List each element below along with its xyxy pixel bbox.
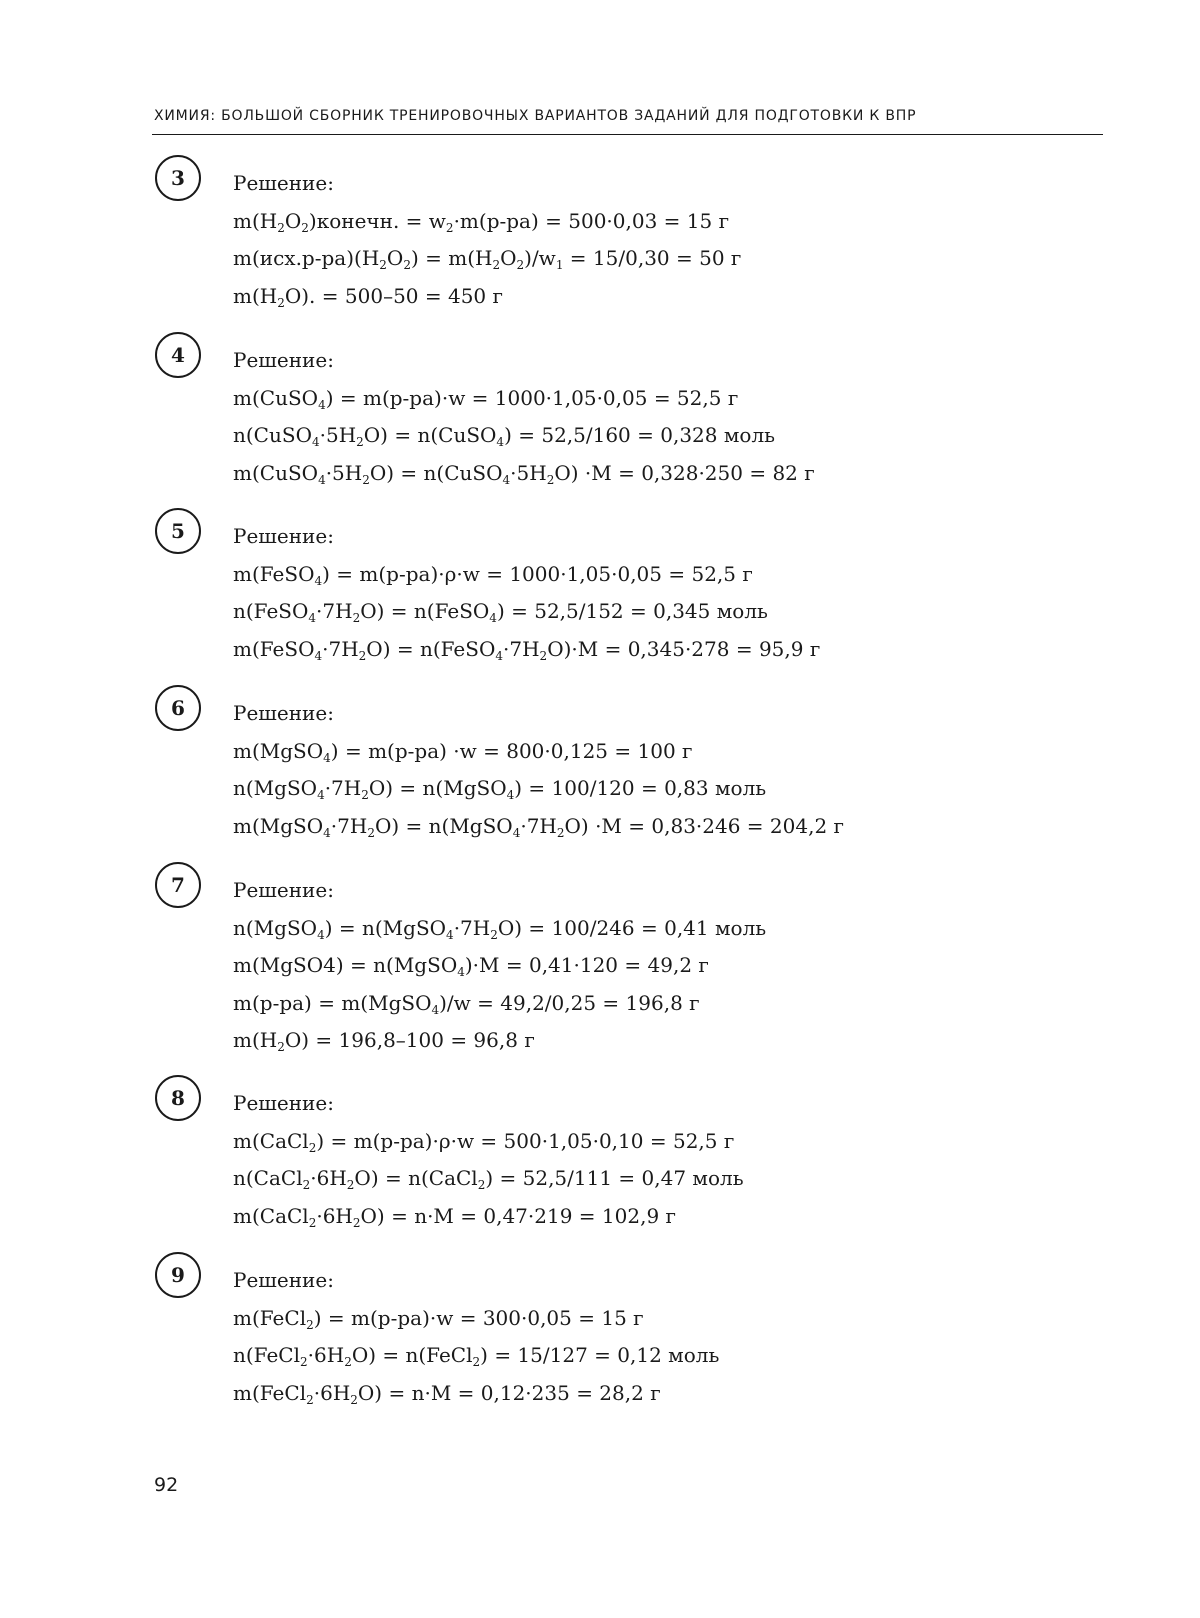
formula-line: $m(CaCl_2\cdot 6H_2O) = n\cdot M = 0,47\cdot 219 = 102,9$ г: [233, 1203, 677, 1230]
formula-line: m(р-ра) = m(MgSO$_4$)/w = 49,2/0,25 = 196,8 г: [233, 990, 700, 1017]
formula-line: n(MgSO$_4$) = $n(MgSO_4\cdot 7H_2O) = 100/246 = 0,41$ моль: [233, 915, 767, 942]
solution-heading: Решение:: [233, 524, 334, 548]
solution-lines: [233, 1085, 744, 1235]
solution-heading: Решение:: [233, 701, 334, 725]
formula-line: $m(исх.р-ра)(H_2O_2) = m(H_2O_2)/w_1 = 15/0,30 = 50$ г: [233, 246, 742, 272]
task-number-circle: 9: [155, 1252, 201, 1298]
solution-heading: Решение:: [233, 348, 334, 372]
task-number-circle: 5: [155, 508, 201, 554]
formula-line: $n(CuSO_4\cdot 5H_2O)$ = n(CuSO$_4$) = 52,5/160 = 0,328 моль: [233, 423, 776, 449]
formula-line: m(MgSO$_4$) = m(р-ра) ·w = 800·0,125 = 100 г: [233, 738, 693, 765]
solution-heading: Решение:: [233, 1091, 334, 1115]
formula-line: $m(FeSO_4\cdot 7H_2O)$ = $n(FeSO_4\cdot 7H_2O)\cdot M = 0,345\cdot 278 = 95,9$ г: [233, 636, 821, 663]
formula-line: $m(H_2O) = 196,8-100 = 96,8$ г: [233, 1028, 535, 1054]
formula-line: $n(CaCl_2\cdot 6H_2O)$ = n(CaCl$_2$) = 52,5/111 = 0,47 моль: [233, 1166, 744, 1192]
formula-line: $m(H_2O_2)конечн$. = $w_2\cdot m(р-ра) = 500\cdot 0,03 = 15$ г: [233, 208, 730, 235]
solution-heading: Решение:: [233, 1268, 334, 1292]
formula-line: $m(H_2O)$. = 500–50 = 450 г: [233, 283, 503, 310]
solution-lines: [233, 695, 844, 845]
header-rule: [152, 134, 1103, 135]
formula-line: m(MgSO4) = n(MgSO$_4$)·M = 0,41·120 = 49,2 г: [233, 953, 709, 979]
formula-line: $n(FeSO_4\cdot 7H_2O)$ = n(FeSO$_4$) = 52,5/152 = 0,345 моль: [233, 599, 768, 625]
solution-lines: [233, 518, 820, 668]
task-number-circle: 7: [155, 862, 201, 908]
formula-line: $m(MgSO_4\cdot 7H_2O)$ = $n(MgSO_4\cdot 7H_2O) \cdot M = 0,83\cdot 246 = 204,2$ г: [233, 813, 845, 840]
solution-lines: [233, 342, 815, 492]
formula-line: m(FeCl$_2$) = m(р-ра)·w = 300·0,05 = 15 г: [233, 1305, 644, 1332]
formula-line: $n(FeCl_2\cdot 6H_2O)$ = n(FeCl$_2$) = 15/127 = 0,12 моль: [233, 1343, 720, 1369]
formula-line: m(CaCl$_2$) = m(р-ра)·ρ·w = 500·1,05·0,10 = 52,5 г: [233, 1128, 735, 1155]
solution-heading: Решение:: [233, 878, 334, 902]
task-number-circle: 3: [155, 155, 201, 201]
task-number-circle: 8: [155, 1075, 201, 1121]
formula-line: m(CuSO$_4$) = m(р-ра)·w = 1000·1,05·0,05 = 52,5 г: [233, 385, 739, 412]
formula-line: $m(FeCl_2\cdot 6H_2O) = n\cdot M = 0,12\cdot 235 = 28,2$ г: [233, 1380, 661, 1407]
task-number-circle: 6: [155, 685, 201, 731]
running-header: ХИМИЯ: БОЛЬШОЙ СБОРНИК ТРЕНИРОВОЧНЫХ ВАРИАНТОВ ЗАДАНИЙ ДЛЯ ПОДГОТОВКИ К ВПР: [154, 108, 917, 124]
solution-lines: [233, 165, 741, 315]
solution-lines: [233, 1262, 719, 1412]
solution-lines: [233, 872, 766, 1060]
formula-line: m(FeSO$_4$) = m(р-ра)·ρ·w = 1000·1,05·0,05 = 52,5 г: [233, 561, 753, 588]
page-number: 92: [154, 1474, 179, 1496]
formula-line: $m(CuSO_4\cdot 5H_2O)$ = $n(CuSO_4\cdot 5H_2O) \cdot M = 0,328\cdot 250 = 82$ г: [233, 460, 815, 487]
task-number-circle: 4: [155, 332, 201, 378]
formula-line: $n(MgSO_4\cdot 7H_2O)$ = n(MgSO$_4$) = 100/120 = 0,83 моль: [233, 776, 767, 802]
solution-heading: Решение:: [233, 171, 334, 195]
